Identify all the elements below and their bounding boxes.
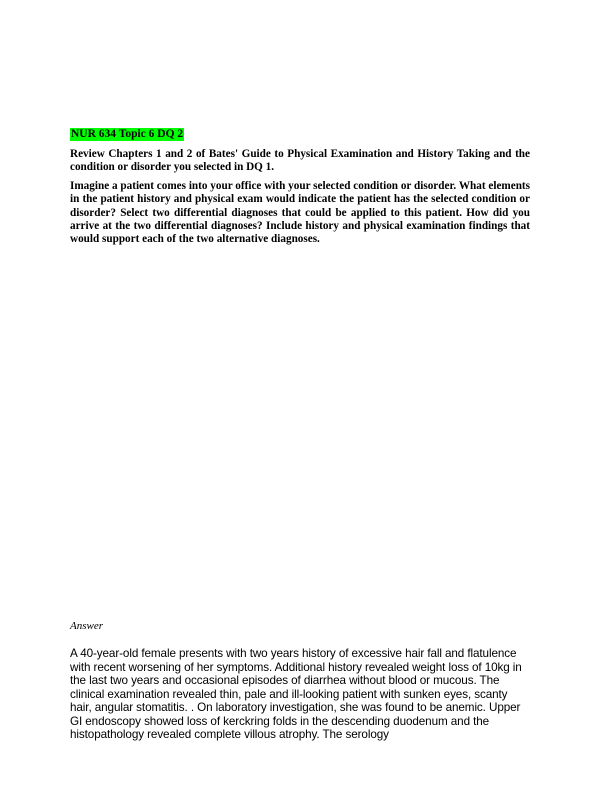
document-title: NUR 634 Topic 6 DQ 2	[71, 128, 184, 140]
prompt-paragraph-review: Review Chapters 1 and 2 of Bates' Guide to Physical Examination and History Taking and the condition or disorder you selected in DQ 1.	[70, 148, 530, 174]
prompt-paragraph-question: Imagine a patient comes into your office with your selected condition or disorder. What elements in the patient history and physical exam would indicate the patient has the selected condition or disorder? Select two differential diagnoses that could be applied to this patient. How did you arrive at the two differential diagnoses? Include history and physical examination findings that would support each of the two alternative diagnoses.	[70, 179, 530, 246]
answer-paragraph: A 40-year-old female presents with two years history of excessive hair fall and flatulence with recent worsening of her symptoms. Additional history revealed weight loss of 10kg in the last two years and occasional episodes of diarrhea without blood or mucous. The clinical examination revealed thin, pale and ill-looking patient with sunken eyes, scanty hair, angular stomatitis. . On laboratory investigation, she was found to be anemic. Upper GI endoscopy showed loss of kerckring folds in the descending duodenum and the histopathology revealed complete villous atrophy. The serology	[70, 647, 522, 741]
discussion-prompt	[70, 124, 530, 247]
answer-label: Answer	[70, 620, 103, 632]
answer-section	[70, 620, 532, 742]
